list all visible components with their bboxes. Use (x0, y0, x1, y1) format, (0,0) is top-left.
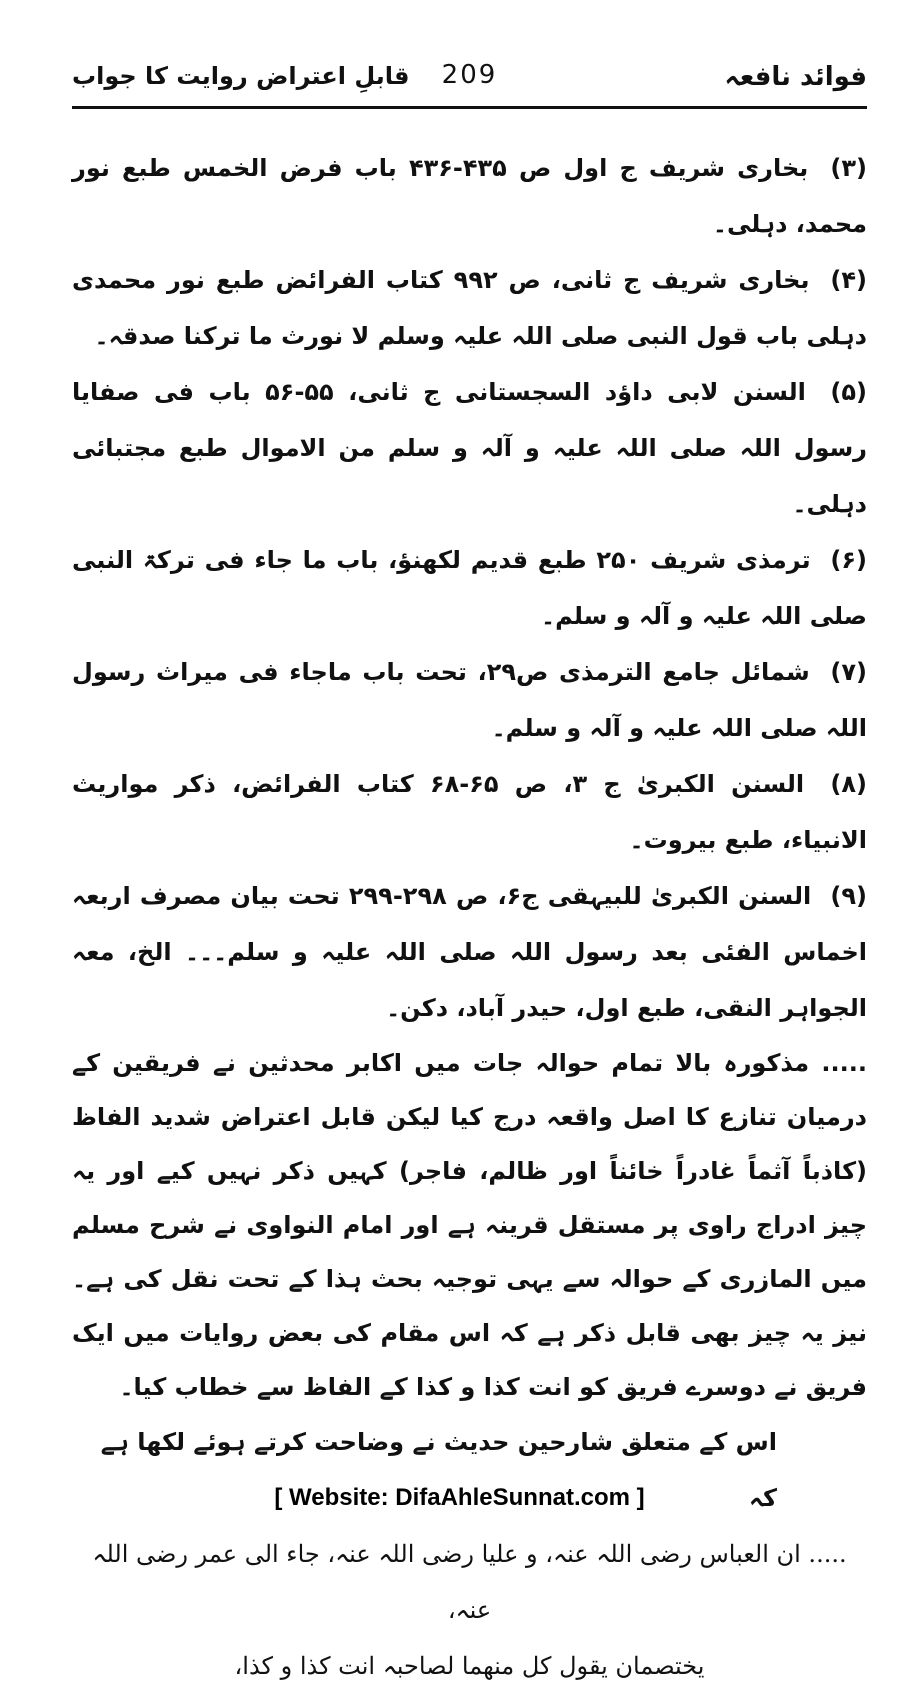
page-content (72, 140, 867, 1694)
reference-number: (۶) (830, 546, 868, 574)
reference-item (72, 364, 867, 532)
reference-item (72, 532, 867, 644)
body-paragraph: ..... مذکورہ بالا تمام حوالہ جات میں اکابر محدثین نے فریقین کے درمیان تنازع کا اصل واقعہ درج کیا لیکن قابل اعتراض شدید الفاظ (کاذباً آثماً غادراً خائناً اور ظالم، فاجر) کہیں ذکر نہیں کیے اور یہ چیز ادراج راوی پر مستقل قرینہ ہے اور امام النواوی نے شرح مسلم میں المازری کے حوالہ سے یہی توجیہ بحث ہذا کے تحت نقل کی ہے۔ نیز یہ چیز بھی قابل ذکر ہے کہ اس مقام کی بعض روایات میں ایک فریق نے دوسرے فریق کو انت کذا و کذا کے الفاظ سے خطاب کیا۔ (72, 1049, 867, 1401)
header-divider (72, 106, 867, 109)
lead-in-text: اس کے متعلق شارحین حدیث نے وضاحت کرتے ہوئے لکھا ہے کہ (100, 1428, 777, 1512)
reference-number: (۷) (830, 658, 868, 686)
reference-text: بخاری شریف ج اول ص ۴۳۵-۴۳۶ باب فرض الخمس طبع نور محمد، دہلی۔ (72, 154, 867, 238)
reference-item (72, 140, 867, 252)
reference-number: (۹) (830, 882, 868, 910)
reference-item (72, 868, 867, 1036)
reference-text: السنن الکبریٰ ج ۳، ص ۶۵-۶۸ کتاب الفرائض، ذکر مواریث الانبیاء، طبع بیروت۔ (72, 770, 867, 854)
page-number: 209 (441, 60, 498, 90)
reference-text: بخاری شریف ج ثانی، ص ۹۹۲ کتاب الفرائض طبع نور محمدی دہلی باب قول النبی صلی اللہ علیہ وسلم لا نورث ما ترکنا صدقہ۔ (72, 266, 867, 350)
book-title: فوائد نافعہ (724, 62, 867, 92)
reference-number: (۴) (830, 266, 867, 294)
reference-item (72, 756, 867, 868)
reference-number: (۳) (830, 154, 867, 182)
reference-number: (۸) (830, 770, 867, 798)
arabic-quote-line: یختصمان یقول کل منھما لصاحبہ انت کذا و کذا، (234, 1652, 705, 1680)
reference-text: ترمذی شریف ۲۵۰ طبع قدیم لکھنؤ، باب ما جاء فی ترکۃ النبی صلی اللہ علیہ و آلہ و سلم۔ (72, 546, 867, 630)
chapter-title: قابلِ اعتراض روایت کا جواب (72, 62, 410, 90)
reference-number: (۵) (830, 378, 867, 406)
reference-text: السنن الکبریٰ للبیہقی ج۶، ص ۲۹۸-۲۹۹ تحت بیان مصرف اربعہ اخماس الفئی بعد رسول اللہ صلی اللہ علیہ و سلم۔۔۔ الخ، معہ الجواہر النقی، طبع اول، حیدر آباد، دکن۔ (72, 882, 867, 1022)
reference-text: شمائل جامع الترمذی ص۲۹، تحت باب ماجاء فی میراث رسول اللہ صلی اللہ علیہ و آلہ و سلم۔ (72, 658, 867, 742)
page-header (72, 58, 867, 102)
arabic-quote-line: ..... ان العباس رضی اللہ عنہ، و علیا رضی اللہ عنہ، جاء الی عمر رضی اللہ عنہ، (92, 1540, 847, 1624)
reference-item (72, 644, 867, 756)
website-footer: [ Website: DifaAhleSunnat.com ] (274, 1484, 645, 1511)
reference-text: السنن لابی داؤد السجستانی ج ثانی، ۵۵-۵۶ باب فی صفایا رسول اللہ صلی اللہ علیہ و آلہ و سلم من الاموال طبع مجتبائی دہلی۔ (72, 378, 867, 518)
reference-item (72, 252, 867, 364)
